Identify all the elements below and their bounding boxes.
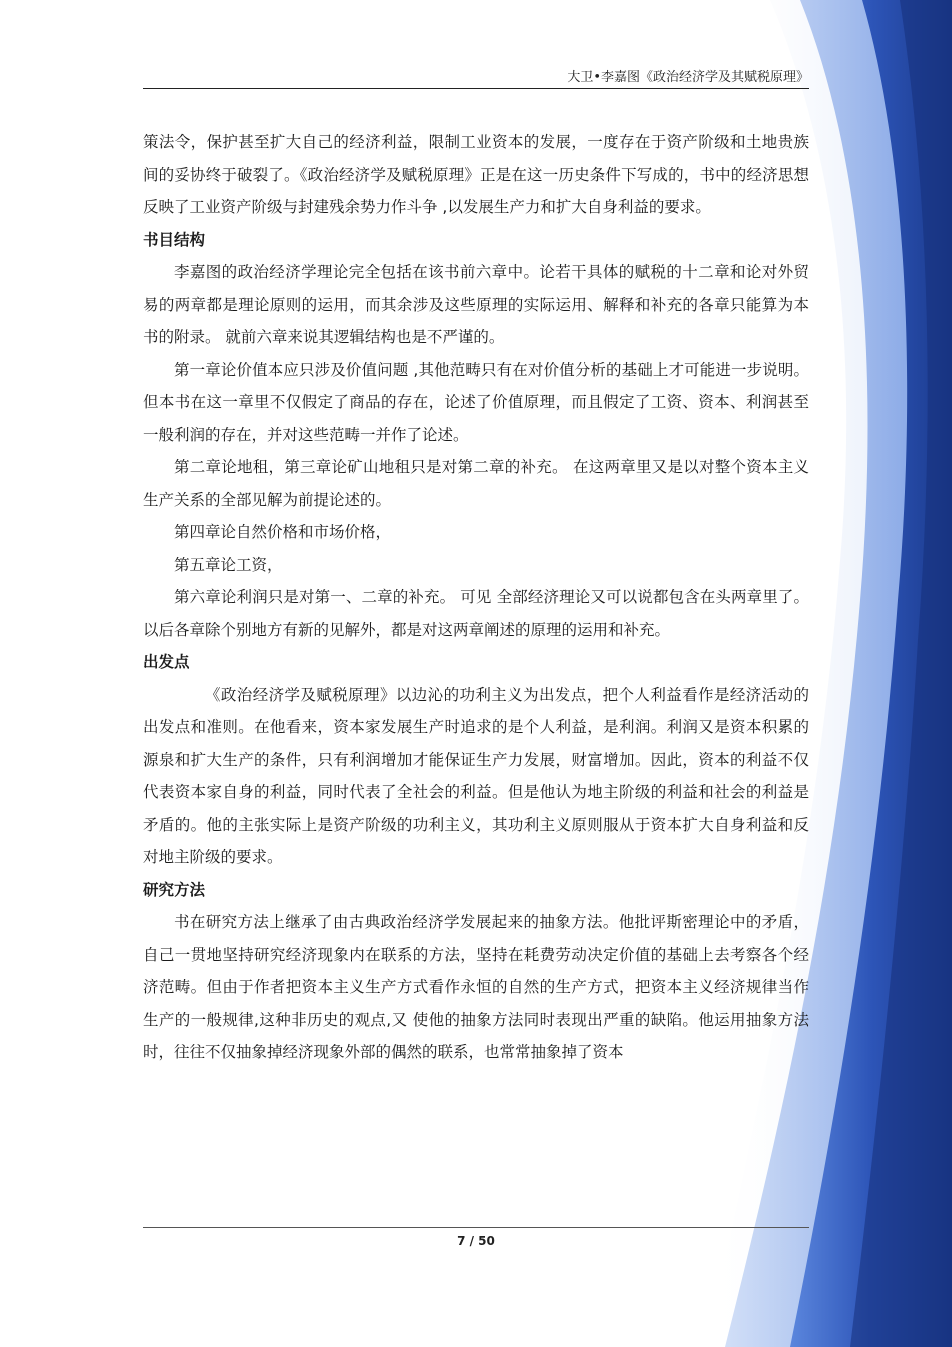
paragraph: 书在研究方法上继承了由古典政治经济学发展起来的抽象方法。他批评斯密理论中的矛盾，自己一贯地坚持研究经济现象内在联系的方法，坚持在耗费劳动决定价值的基础上去考察各个经济范畴。但由于作者把资本主义生产方式看作永恒的自然的生产方式，把资本主义经济规律当作生产的一般规律,这种非历史的观点,又 使他的抽象方法同时表现出严重的缺陷。他运用抽象方法时，往往不仅抽象掉经济现象外部的偶然的联系，也常常抽象掉了资本 bbox=[143, 913, 809, 1061]
paragraph: 李嘉图的政治经济学理论完全包括在该书前六章中。论若干具体的赋税的十二章和论对外贸易的两章都是理论原则的运用，而其余涉及这些原理的实际运用、解释和补充的各章只能算为本书的附录。 就前六章来说其逻辑结构也是不严谨的。 bbox=[143, 263, 809, 346]
section-heading: 书目结构 bbox=[143, 230, 206, 249]
section-heading: 出发点 bbox=[143, 653, 190, 671]
paragraph: 第六章论利润只是对第一、二章的补充。 可见 全部经济理论又可以说都包含在头两章里了。 以后各章除个别地方有新的见解外，都是对这两章阐述的原理的运用和补充。 bbox=[143, 588, 809, 639]
paragraph: 第四章论自然价格和市场价格， bbox=[174, 523, 392, 541]
document-body bbox=[143, 126, 809, 1069]
running-header: 大卫•李嘉图《政治经济学及其赋税原理》 bbox=[567, 70, 809, 85]
paragraph: 第五章论工资， bbox=[174, 555, 283, 574]
footer-divider bbox=[143, 1227, 809, 1228]
paragraph: 第一章论价值本应只涉及价值问题 ,其他范畴只有在对价值分析的基础上才可能进一步说明。但本书在这一章里不仅假定了商品的存在，论述了价值原理，而且假定了工资、资本、利润甚至一般利润的存在，并对这些范畴一并作了论述。 bbox=[143, 360, 809, 444]
section-heading: 研究方法 bbox=[143, 880, 206, 899]
paragraph: 《政治经济学及赋税原理》以边沁的功利主义为出发点，把个人利益看作是经济活动的出发点和准则。在他看来，资本家发展生产时追求的是个人利益，是利润。利润又是资本积累的源泉和扩大生产的条件，只有利润增加才能保证生产力发展，财富增加。因此，资本的利益不仅代表资本家自身的利益，同时代表了全社会的利益。但是他认为地主阶级的利益和社会的利益是矛盾的。他的主张实际上是资产阶级的功利主义，其功利主义原则服从于资本扩大自身利益和反对地主阶级的要求。 bbox=[143, 685, 809, 866]
paragraph: 第二章论地租，第三章论矿山地租只是对第二章的补充。 在这两章里又是以对整个资本主义生产关系的全部见解为前提论述的。 bbox=[143, 458, 809, 509]
page-number: 7 / 50 bbox=[457, 1234, 495, 1248]
header-divider bbox=[143, 88, 809, 89]
paragraph: 策法令，保护甚至扩大自己的经济利益，限制工业资本的发展，一度存在于资产阶级和土地贵族间的妥协终于破裂了。《政治经济学及赋税原理》正是在这一历史条件下写成的，书中的经济思想反映了工业资产阶级与封建残余势力作斗争 ,以发展生产力和扩大自身利益的要求。 bbox=[143, 133, 809, 216]
